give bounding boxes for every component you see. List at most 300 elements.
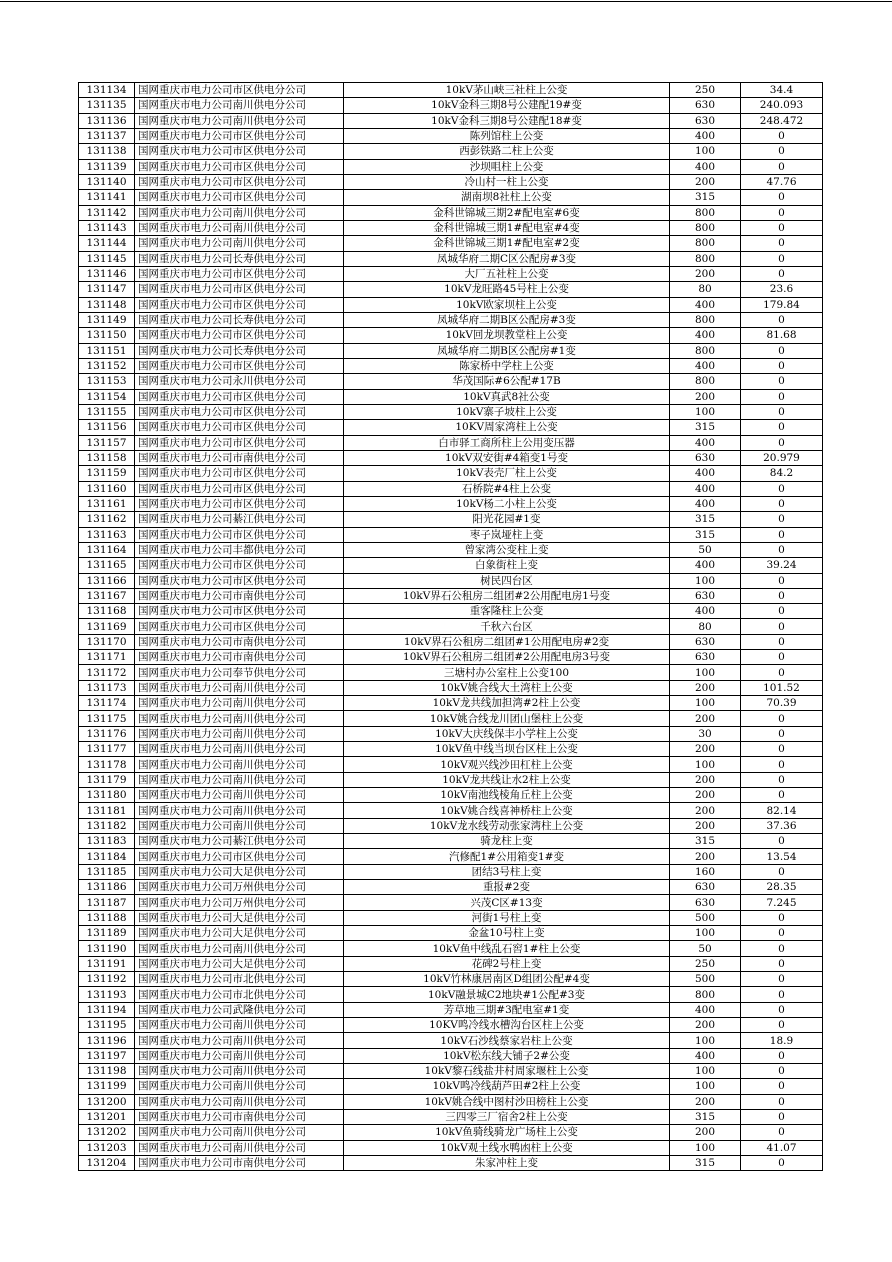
value-cell: 0	[741, 726, 823, 741]
company-cell: 国网重庆市电力公司南川供电分公司	[135, 236, 344, 251]
capacity-cell: 400	[670, 558, 741, 573]
company-cell: 国网重庆市电力公司市区供电分公司	[135, 481, 344, 496]
table-row	[79, 803, 823, 818]
row-id-cell: 131185	[79, 864, 135, 879]
company-cell: 国网重庆市电力公司南川供电分公司	[135, 1033, 344, 1048]
capacity-cell: 50	[670, 941, 741, 956]
row-id-cell: 131136	[79, 113, 135, 128]
row-id-cell: 131152	[79, 358, 135, 373]
table-row	[79, 1125, 823, 1140]
value-cell: 0	[741, 910, 823, 925]
table-row	[79, 343, 823, 358]
table-row	[79, 558, 823, 573]
capacity-cell: 400	[670, 496, 741, 511]
transformer-name-cell: 10kV界石公租房二组团#2公用配电房1号变	[344, 588, 670, 603]
company-cell: 国网重庆市电力公司市南供电分公司	[135, 1109, 344, 1124]
capacity-cell: 200	[670, 266, 741, 281]
capacity-cell: 800	[670, 220, 741, 235]
capacity-cell: 100	[670, 757, 741, 772]
page-top-rule	[0, 1, 892, 2]
table-row	[79, 266, 823, 281]
capacity-cell: 630	[670, 450, 741, 465]
value-cell: 248.472	[741, 113, 823, 128]
transformer-name-cell: 10kV龙共线加担湾#2柱上公变	[344, 696, 670, 711]
value-cell: 0	[741, 205, 823, 220]
value-cell: 0	[741, 619, 823, 634]
transformer-name-cell: 10kV龙水线劳动张家湾柱上公变	[344, 818, 670, 833]
company-cell: 国网重庆市电力公司市北供电分公司	[135, 987, 344, 1002]
value-cell: 179.84	[741, 297, 823, 312]
capacity-cell: 400	[670, 604, 741, 619]
company-cell: 国网重庆市电力公司永川供电分公司	[135, 374, 344, 389]
value-cell: 0	[741, 542, 823, 557]
table-row	[79, 297, 823, 312]
transformer-name-cell: 10kV鱼中线当坝台区柱上公变	[344, 742, 670, 757]
capacity-cell: 30	[670, 726, 741, 741]
capacity-cell: 630	[670, 880, 741, 895]
capacity-cell: 100	[670, 404, 741, 419]
row-id-cell: 131149	[79, 312, 135, 327]
row-id-cell: 131142	[79, 205, 135, 220]
company-cell: 国网重庆市电力公司南川供电分公司	[135, 772, 344, 787]
row-id-cell: 131162	[79, 512, 135, 527]
company-cell: 国网重庆市电力公司市区供电分公司	[135, 558, 344, 573]
company-cell: 国网重庆市电力公司长寿供电分公司	[135, 343, 344, 358]
company-cell: 国网重庆市电力公司大足供电分公司	[135, 956, 344, 971]
capacity-cell: 100	[670, 144, 741, 159]
row-id-cell: 131187	[79, 895, 135, 910]
capacity-cell: 400	[670, 1002, 741, 1017]
transformer-name-cell: 10kV回龙坝教堂柱上公变	[344, 328, 670, 343]
value-cell: 0	[741, 1079, 823, 1094]
value-cell: 0	[741, 742, 823, 757]
row-id-cell: 131199	[79, 1079, 135, 1094]
table-row	[79, 910, 823, 925]
row-id-cell: 131168	[79, 604, 135, 619]
capacity-cell: 80	[670, 282, 741, 297]
capacity-cell: 200	[670, 803, 741, 818]
row-id-cell: 131189	[79, 926, 135, 941]
capacity-cell: 400	[670, 466, 741, 481]
capacity-cell: 400	[670, 159, 741, 174]
transformer-name-cell: 10kV金科三期8号公建配19#变	[344, 98, 670, 113]
row-id-cell: 131144	[79, 236, 135, 251]
company-cell: 国网重庆市电力公司南川供电分公司	[135, 98, 344, 113]
value-cell: 23.6	[741, 282, 823, 297]
transformer-name-cell: 兴茂C区#13变	[344, 895, 670, 910]
value-cell: 0	[741, 144, 823, 159]
company-cell: 国网重庆市电力公司大足供电分公司	[135, 926, 344, 941]
company-cell: 国网重庆市电力公司市区供电分公司	[135, 266, 344, 281]
transformer-name-cell: 10kV鱼中线乱石窖1#柱上公变	[344, 941, 670, 956]
table-row	[79, 420, 823, 435]
transformer-name-cell: 花碑2号柱上变	[344, 956, 670, 971]
transformer-name-cell: 陈家桥中学柱上公变	[344, 358, 670, 373]
value-cell: 0	[741, 772, 823, 787]
value-cell: 81.68	[741, 328, 823, 343]
row-id-cell: 131170	[79, 634, 135, 649]
table-row	[79, 1018, 823, 1033]
transformer-name-cell: 湖南坝8社柱上公变	[344, 190, 670, 205]
transformer-name-cell: 10kV南池线棱角丘柱上公变	[344, 788, 670, 803]
table-row	[79, 128, 823, 143]
table-row	[79, 1064, 823, 1079]
capacity-cell: 630	[670, 113, 741, 128]
capacity-cell: 250	[670, 83, 741, 98]
table-row	[79, 435, 823, 450]
transformer-name-cell: 10kV姚合线喜神桥柱上公变	[344, 803, 670, 818]
capacity-cell: 200	[670, 711, 741, 726]
row-id-cell: 131192	[79, 972, 135, 987]
value-cell: 0	[741, 481, 823, 496]
transformer-name-cell: 曾家湾公变柱上变	[344, 542, 670, 557]
transformer-name-cell: 阳光花园#1变	[344, 512, 670, 527]
row-id-cell: 131173	[79, 680, 135, 695]
company-cell: 国网重庆市电力公司万州供电分公司	[135, 880, 344, 895]
company-cell: 国网重庆市电力公司市区供电分公司	[135, 128, 344, 143]
row-id-cell: 131184	[79, 849, 135, 864]
table-row	[79, 711, 823, 726]
transformer-name-cell: 汽修配1#公用箱变1#变	[344, 849, 670, 864]
capacity-cell: 100	[670, 1064, 741, 1079]
company-cell: 国网重庆市电力公司市区供电分公司	[135, 404, 344, 419]
table-row	[79, 650, 823, 665]
transformer-name-cell: 10kV鸣冷线葫芦田#2柱上公变	[344, 1079, 670, 1094]
table-row	[79, 772, 823, 787]
row-id-cell: 131146	[79, 266, 135, 281]
capacity-cell: 800	[670, 205, 741, 220]
row-id-cell: 131155	[79, 404, 135, 419]
capacity-cell: 315	[670, 512, 741, 527]
table-row	[79, 757, 823, 772]
capacity-cell: 800	[670, 312, 741, 327]
transformer-name-cell: 10kV茅山峡三社柱上公变	[344, 83, 670, 98]
capacity-cell: 400	[670, 297, 741, 312]
row-id-cell: 131186	[79, 880, 135, 895]
table-row	[79, 174, 823, 189]
value-cell: 101.52	[741, 680, 823, 695]
capacity-cell: 315	[670, 1155, 741, 1170]
table-row	[79, 956, 823, 971]
table-row	[79, 190, 823, 205]
transformer-name-cell: 10kV界石公租房二组团#1公用配电房#2变	[344, 634, 670, 649]
table-row	[79, 481, 823, 496]
table-row	[79, 604, 823, 619]
row-id-cell: 131163	[79, 527, 135, 542]
capacity-cell: 315	[670, 527, 741, 542]
row-id-cell: 131195	[79, 1018, 135, 1033]
transformer-name-cell: 凤城华府二期C区公配房#3变	[344, 251, 670, 266]
value-cell: 0	[741, 159, 823, 174]
capacity-cell: 800	[670, 236, 741, 251]
table-row	[79, 588, 823, 603]
row-id-cell: 131181	[79, 803, 135, 818]
company-cell: 国网重庆市电力公司万州供电分公司	[135, 895, 344, 910]
transformer-name-cell: 金盆10号柱上变	[344, 926, 670, 941]
capacity-cell: 200	[670, 1018, 741, 1033]
capacity-cell: 400	[670, 328, 741, 343]
transformer-name-cell: 华茂国际#6公配#17B	[344, 374, 670, 389]
capacity-cell: 250	[670, 956, 741, 971]
table-row	[79, 972, 823, 987]
transformer-name-cell: 10kV表壳厂柱上公变	[344, 466, 670, 481]
table-row	[79, 634, 823, 649]
table-row	[79, 496, 823, 511]
value-cell: 0	[741, 527, 823, 542]
capacity-cell: 200	[670, 788, 741, 803]
row-id-cell: 131204	[79, 1155, 135, 1170]
company-cell: 国网重庆市电力公司市南供电分公司	[135, 450, 344, 465]
value-cell: 13.54	[741, 849, 823, 864]
table-row	[79, 926, 823, 941]
row-id-cell: 131188	[79, 910, 135, 925]
value-cell: 7.245	[741, 895, 823, 910]
table-row	[79, 1140, 823, 1155]
capacity-cell: 100	[670, 573, 741, 588]
transformer-name-cell: 10kV寨子坡柱上公变	[344, 404, 670, 419]
value-cell: 28.35	[741, 880, 823, 895]
transformer-name-cell: 芳草地三期#3配电室#1变	[344, 1002, 670, 1017]
value-cell: 47.76	[741, 174, 823, 189]
capacity-cell: 630	[670, 98, 741, 113]
transformer-name-cell: 10kV欧家坝柱上公变	[344, 297, 670, 312]
value-cell: 0	[741, 604, 823, 619]
capacity-cell: 630	[670, 650, 741, 665]
company-cell: 国网重庆市电力公司南川供电分公司	[135, 1140, 344, 1155]
table-row	[79, 742, 823, 757]
company-cell: 国网重庆市电力公司市区供电分公司	[135, 297, 344, 312]
capacity-cell: 400	[670, 435, 741, 450]
transformer-name-cell: 金科世锦城三期2#配电室#6变	[344, 205, 670, 220]
company-cell: 国网重庆市电力公司市区供电分公司	[135, 435, 344, 450]
capacity-cell: 315	[670, 190, 741, 205]
value-cell: 0	[741, 757, 823, 772]
transformer-name-cell: 10kV龙旺路45号柱上公变	[344, 282, 670, 297]
value-cell: 0	[741, 358, 823, 373]
row-id-cell: 131153	[79, 374, 135, 389]
row-id-cell: 131196	[79, 1033, 135, 1048]
transformer-name-cell: 10kV界石公租房二组团#2公用配电房3号变	[344, 650, 670, 665]
company-cell: 国网重庆市电力公司市区供电分公司	[135, 466, 344, 481]
company-cell: 国网重庆市电力公司市区供电分公司	[135, 144, 344, 159]
value-cell: 0	[741, 435, 823, 450]
table-row	[79, 1079, 823, 1094]
table-row	[79, 98, 823, 113]
capacity-cell: 100	[670, 696, 741, 711]
company-cell: 国网重庆市电力公司市区供电分公司	[135, 358, 344, 373]
table-row	[79, 818, 823, 833]
row-id-cell: 131174	[79, 696, 135, 711]
capacity-cell: 500	[670, 972, 741, 987]
table-row	[79, 527, 823, 542]
row-id-cell: 131166	[79, 573, 135, 588]
company-cell: 国网重庆市电力公司市南供电分公司	[135, 650, 344, 665]
row-id-cell: 131178	[79, 757, 135, 772]
table-row	[79, 466, 823, 481]
table-row	[79, 1155, 823, 1170]
row-id-cell: 131179	[79, 772, 135, 787]
capacity-cell: 200	[670, 1125, 741, 1140]
company-cell: 国网重庆市电力公司南川供电分公司	[135, 1094, 344, 1109]
company-cell: 国网重庆市电力公司南川供电分公司	[135, 113, 344, 128]
table-row	[79, 251, 823, 266]
value-cell: 0	[741, 588, 823, 603]
value-cell: 0	[741, 128, 823, 143]
company-cell: 国网重庆市电力公司南川供电分公司	[135, 818, 344, 833]
row-id-cell: 131160	[79, 481, 135, 496]
row-id-cell: 131176	[79, 726, 135, 741]
value-cell: 0	[741, 834, 823, 849]
table-row	[79, 1109, 823, 1124]
table-row	[79, 220, 823, 235]
capacity-cell: 80	[670, 619, 741, 634]
table-row	[79, 236, 823, 251]
row-id-cell: 131148	[79, 297, 135, 312]
row-id-cell: 131151	[79, 343, 135, 358]
table-row	[79, 849, 823, 864]
transformer-name-cell: 冷山村一柱上公变	[344, 174, 670, 189]
transformer-name-cell: 陈列馆柱上公变	[344, 128, 670, 143]
table-row	[79, 665, 823, 680]
row-id-cell: 131140	[79, 174, 135, 189]
value-cell: 0	[741, 1155, 823, 1170]
row-id-cell: 131200	[79, 1094, 135, 1109]
value-cell: 0	[741, 220, 823, 235]
row-id-cell: 131147	[79, 282, 135, 297]
capacity-cell: 800	[670, 987, 741, 1002]
capacity-cell: 630	[670, 895, 741, 910]
table-row	[79, 726, 823, 741]
value-cell: 0	[741, 972, 823, 987]
company-cell: 国网重庆市电力公司市区供电分公司	[135, 420, 344, 435]
transformer-name-cell: 重报#2变	[344, 880, 670, 895]
company-cell: 国网重庆市电力公司市区供电分公司	[135, 573, 344, 588]
value-cell: 0	[741, 573, 823, 588]
capacity-cell: 400	[670, 481, 741, 496]
capacity-cell: 800	[670, 251, 741, 266]
company-cell: 国网重庆市电力公司南川供电分公司	[135, 680, 344, 695]
table-row	[79, 1048, 823, 1063]
company-cell: 国网重庆市电力公司市区供电分公司	[135, 190, 344, 205]
table-row	[79, 374, 823, 389]
company-cell: 国网重庆市电力公司市区供电分公司	[135, 83, 344, 98]
value-cell: 18.9	[741, 1033, 823, 1048]
value-cell: 0	[741, 788, 823, 803]
transformer-name-cell: 10kV大庆线保丰小学柱上公变	[344, 726, 670, 741]
transformer-name-cell: 重客隆柱上公变	[344, 604, 670, 619]
row-id-cell: 131193	[79, 987, 135, 1002]
transformer-name-cell: 10kV融景城C2地块#1公配#3变	[344, 987, 670, 1002]
value-cell: 39.24	[741, 558, 823, 573]
transformer-name-cell: 金科世锦城三期1#配电室#2变	[344, 236, 670, 251]
row-id-cell: 131157	[79, 435, 135, 450]
company-cell: 国网重庆市电力公司市区供电分公司	[135, 282, 344, 297]
row-id-cell: 131164	[79, 542, 135, 557]
transformer-name-cell: 10kV鱼骑线骑龙广场柱上公变	[344, 1125, 670, 1140]
company-cell: 国网重庆市电力公司南川供电分公司	[135, 941, 344, 956]
transformer-name-cell: 10kV姚合线中图村沙田榜柱上公变	[344, 1094, 670, 1109]
company-cell: 国网重庆市电力公司市南供电分公司	[135, 634, 344, 649]
value-cell: 0	[741, 266, 823, 281]
value-cell: 0	[741, 1048, 823, 1063]
row-id-cell: 131154	[79, 389, 135, 404]
company-cell: 国网重庆市电力公司南川供电分公司	[135, 1064, 344, 1079]
capacity-cell: 200	[670, 174, 741, 189]
value-cell: 0	[741, 190, 823, 205]
row-id-cell: 131143	[79, 220, 135, 235]
row-id-cell: 131201	[79, 1109, 135, 1124]
capacity-cell: 160	[670, 864, 741, 879]
row-id-cell: 131203	[79, 1140, 135, 1155]
capacity-cell: 315	[670, 834, 741, 849]
value-cell: 0	[741, 496, 823, 511]
row-id-cell: 131141	[79, 190, 135, 205]
value-cell: 0	[741, 941, 823, 956]
row-id-cell: 131158	[79, 450, 135, 465]
value-cell: 0	[741, 1094, 823, 1109]
transformer-name-cell: 西彭铁路二柱上公变	[344, 144, 670, 159]
capacity-cell: 315	[670, 420, 741, 435]
row-id-cell: 131190	[79, 941, 135, 956]
company-cell: 国网重庆市电力公司奉节供电分公司	[135, 665, 344, 680]
company-cell: 国网重庆市电力公司市区供电分公司	[135, 389, 344, 404]
capacity-cell: 100	[670, 1033, 741, 1048]
company-cell: 国网重庆市电力公司武隆供电分公司	[135, 1002, 344, 1017]
company-cell: 国网重庆市电力公司市区供电分公司	[135, 604, 344, 619]
row-id-cell: 131138	[79, 144, 135, 159]
row-id-cell: 131171	[79, 650, 135, 665]
value-cell: 0	[741, 420, 823, 435]
capacity-cell: 200	[670, 680, 741, 695]
table-row	[79, 880, 823, 895]
company-cell: 国网重庆市电力公司南川供电分公司	[135, 803, 344, 818]
transformer-name-cell: 河街1号柱上变	[344, 910, 670, 925]
company-cell: 国网重庆市电力公司市区供电分公司	[135, 496, 344, 511]
table-row	[79, 1094, 823, 1109]
company-cell: 国网重庆市电力公司市区供电分公司	[135, 849, 344, 864]
table-row	[79, 834, 823, 849]
value-cell: 82.14	[741, 803, 823, 818]
company-cell: 国网重庆市电力公司长寿供电分公司	[135, 312, 344, 327]
row-id-cell: 131183	[79, 834, 135, 849]
company-cell: 国网重庆市电力公司市区供电分公司	[135, 174, 344, 189]
transformer-name-cell: 10kV竹林康居南区D组团公配#4变	[344, 972, 670, 987]
company-cell: 国网重庆市电力公司綦江供电分公司	[135, 834, 344, 849]
capacity-cell: 100	[670, 926, 741, 941]
transformer-name-cell: 10kV松东线大铺子2#公变	[344, 1048, 670, 1063]
capacity-cell: 800	[670, 343, 741, 358]
value-cell: 0	[741, 956, 823, 971]
capacity-cell: 800	[670, 374, 741, 389]
value-cell: 0	[741, 1125, 823, 1140]
capacity-cell: 100	[670, 1079, 741, 1094]
value-cell: 0	[741, 1109, 823, 1124]
row-id-cell: 131191	[79, 956, 135, 971]
row-id-cell: 131175	[79, 711, 135, 726]
row-id-cell: 131177	[79, 742, 135, 757]
table-row	[79, 312, 823, 327]
value-cell: 37.36	[741, 818, 823, 833]
table-row	[79, 83, 823, 98]
row-id-cell: 131161	[79, 496, 135, 511]
transformer-table-body	[79, 83, 823, 1171]
value-cell: 20.979	[741, 450, 823, 465]
company-cell: 国网重庆市电力公司南川供电分公司	[135, 220, 344, 235]
value-cell: 0	[741, 404, 823, 419]
value-cell: 0	[741, 1018, 823, 1033]
table-row	[79, 450, 823, 465]
transformer-name-cell: 千秋六台区	[344, 619, 670, 634]
